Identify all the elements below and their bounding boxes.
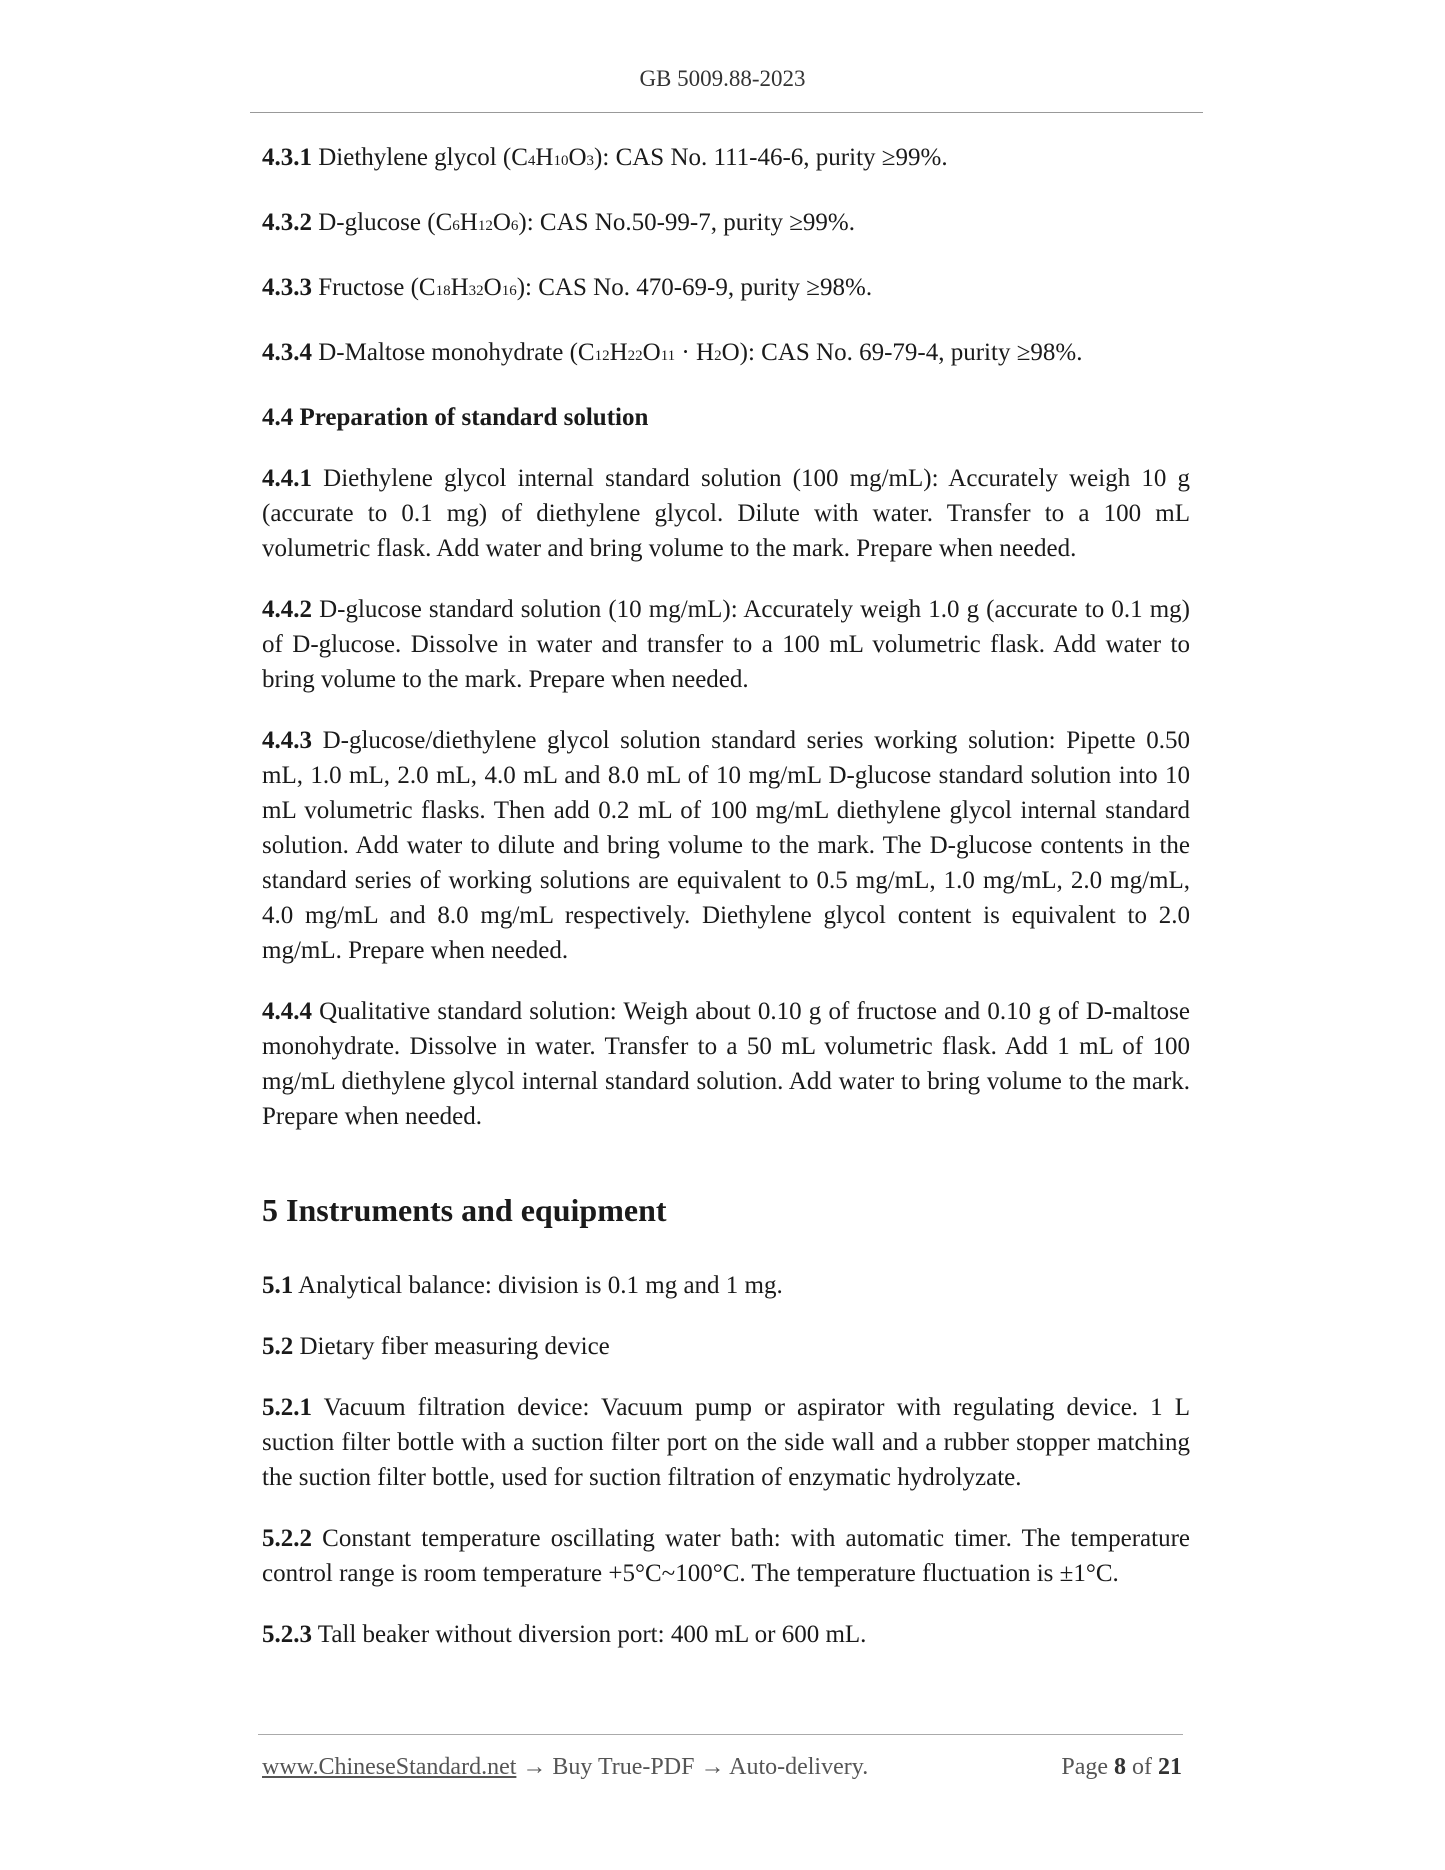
- item-text: Fructose (C: [312, 274, 436, 301]
- subscript: 32: [468, 283, 484, 299]
- total-pages: 21: [1158, 1754, 1182, 1780]
- page-header: GB 5009.88-2023: [639, 66, 806, 91]
- item-text: D-glucose standard solution (10 mg/mL): Accurately weigh 1.0 g (accurate to 0.1 mg) of D-glucose. Dissolve in water and transfer to a 100 mL volumetric flask. Add water to bring volume to the mark. Prepare when needed.: [262, 596, 1190, 693]
- section-heading-5: 5 Instruments and equipment: [262, 1192, 667, 1228]
- item-5-2-2: [262, 1521, 1190, 1591]
- item-5-1: [262, 1268, 1190, 1303]
- subscript: 11: [660, 348, 676, 364]
- formula-part: H: [535, 144, 554, 171]
- item-text: Constant temperature oscillating water bath: with automatic timer. The temperature control range is room temperature +5°C~100°C. The temperature fluctuation is ±1°C.: [262, 1525, 1190, 1587]
- formula-part: · H: [675, 339, 715, 366]
- subscript: 12: [594, 348, 610, 364]
- item-text: Diethylene glycol internal standard solution (100 mg/mL): Accurately weigh 10 g (accurate to 0.1 mg) of diethylene glycol. Dilute with water. Transfer to a 100 mL volumetric flask. Add water and bring volume to the mark. Prepare when needed.: [262, 465, 1190, 562]
- item-number: 4.4.1: [262, 465, 312, 492]
- item-4-3-3: [262, 270, 1190, 309]
- subscript: 3: [586, 153, 595, 169]
- subscript: 2: [714, 348, 722, 364]
- subscript: 16: [501, 283, 517, 299]
- item-number: 4.3.2: [262, 209, 312, 236]
- formula-part: O: [642, 339, 661, 366]
- formula-part: H: [459, 209, 478, 236]
- item-number: 5.1: [262, 1272, 294, 1299]
- page-label: Page: [1061, 1754, 1114, 1780]
- item-text: Tall beaker without diversion port: 400 mL or 600 mL.: [312, 1621, 867, 1648]
- header-divider: [250, 112, 1203, 113]
- document-body: [262, 140, 1190, 1678]
- current-page: 8: [1114, 1754, 1126, 1780]
- item-text: Dietary fiber measuring device: [293, 1333, 610, 1360]
- formula-part: O: [492, 209, 511, 236]
- item-text: D-glucose/diethylene glycol solution standard series working solution: Pipette 0.50 mL, 1.0 mL, 2.0 mL, 4.0 mL and 8.0 mL of 10 mg/mL D-glucose standard solution into 10 mL volumetric flasks. Then add 0.2 mL of 100 mg/mL diethylene glycol internal standard solution. Add water to dilute and bring volume to the mark. The D-glucose contents in the standard series of working solutions are equivalent to 0.5 mg/mL, 1.0 mg/mL, 2.0 mg/mL, 4.0 mg/mL and 8.0 mg/mL respectively. Diethylene glycol content is equivalent to 2.0 mg/mL. Prepare when needed.: [262, 727, 1190, 964]
- item-4-3-4: [262, 335, 1190, 374]
- item-text: ): CAS No. 111-46-6, purity ≥99%.: [594, 144, 948, 171]
- item-text: Diethylene glycol (C: [312, 144, 528, 171]
- item-number: 5.2.3: [262, 1621, 312, 1648]
- website-link[interactable]: www.ChineseStandard.net: [262, 1754, 517, 1780]
- subscript: 6: [510, 218, 519, 234]
- item-number: 4.3.1: [262, 144, 312, 171]
- item-number: 4.3.3: [262, 274, 312, 301]
- footer-divider: [258, 1734, 1183, 1735]
- item-5-2-1: [262, 1390, 1190, 1495]
- formula-part: H: [609, 339, 628, 366]
- item-4-3-2: [262, 205, 1190, 244]
- item-4-4-4: [262, 994, 1190, 1134]
- item-text: ): CAS No.50-99-7, purity ≥99%.: [518, 209, 855, 236]
- item-number: 5.2.2: [262, 1525, 312, 1552]
- subscript: 10: [553, 153, 569, 169]
- item-text: Qualitative standard solution: Weigh about 0.10 g of fructose and 0.10 g of D-maltose monohydrate. Dissolve in water. Transfer to a 50 mL volumetric flask. Add 1 mL of 100 mg/mL diethylene glycol internal standard solution. Add water to bring volume to the mark. Prepare when needed.: [262, 998, 1190, 1130]
- item-text: Analytical balance: division is 0.1 mg and 1 mg.: [293, 1272, 783, 1299]
- item-4-4-3: [262, 723, 1190, 968]
- item-number: 4.4.4: [262, 998, 312, 1025]
- page-number: [1061, 1754, 1182, 1781]
- item-5-2-3: [262, 1617, 1190, 1652]
- item-number: 4.3.4: [262, 339, 312, 366]
- item-5-2: [262, 1329, 1190, 1364]
- item-text: O): CAS No. 69-79-4, purity ≥98%.: [721, 339, 1083, 366]
- item-number: 5.2.1: [262, 1394, 312, 1421]
- section-heading-4-4: 4.4 Preparation of standard solution: [262, 404, 649, 431]
- formula-part: H: [450, 274, 469, 301]
- formula-part: O: [483, 274, 502, 301]
- item-number: 4.4.3: [262, 727, 312, 754]
- item-4-4-2: [262, 592, 1190, 697]
- footer-left: [262, 1754, 868, 1781]
- subscript: 22: [627, 348, 643, 364]
- subscript: 18: [435, 283, 451, 299]
- of-label: of: [1126, 1754, 1158, 1780]
- item-text: D-Maltose monohydrate (C: [312, 339, 595, 366]
- item-text: ): CAS No. 470-69-9, purity ≥98%.: [516, 274, 873, 301]
- item-number: 5.2: [262, 1333, 294, 1360]
- item-text: Vacuum filtration device: Vacuum pump or aspirator with regulating device. 1 L suction filter bottle with a suction filter port on the side wall and a rubber stopper matching the suction filter bottle, used for suction filtration of enzymatic hydrolyzate.: [262, 1394, 1190, 1491]
- subscript: 6: [452, 218, 460, 234]
- formula-part: O: [568, 144, 587, 171]
- item-text: D-glucose (C: [312, 209, 453, 236]
- item-number: 4.4.2: [262, 596, 312, 623]
- subscript: 12: [477, 218, 493, 234]
- item-4-4-1: [262, 461, 1190, 566]
- item-4-3-1: [262, 140, 1190, 179]
- footer-tagline: → Buy True-PDF → Auto-delivery.: [516, 1754, 869, 1780]
- subscript: 4: [527, 153, 536, 169]
